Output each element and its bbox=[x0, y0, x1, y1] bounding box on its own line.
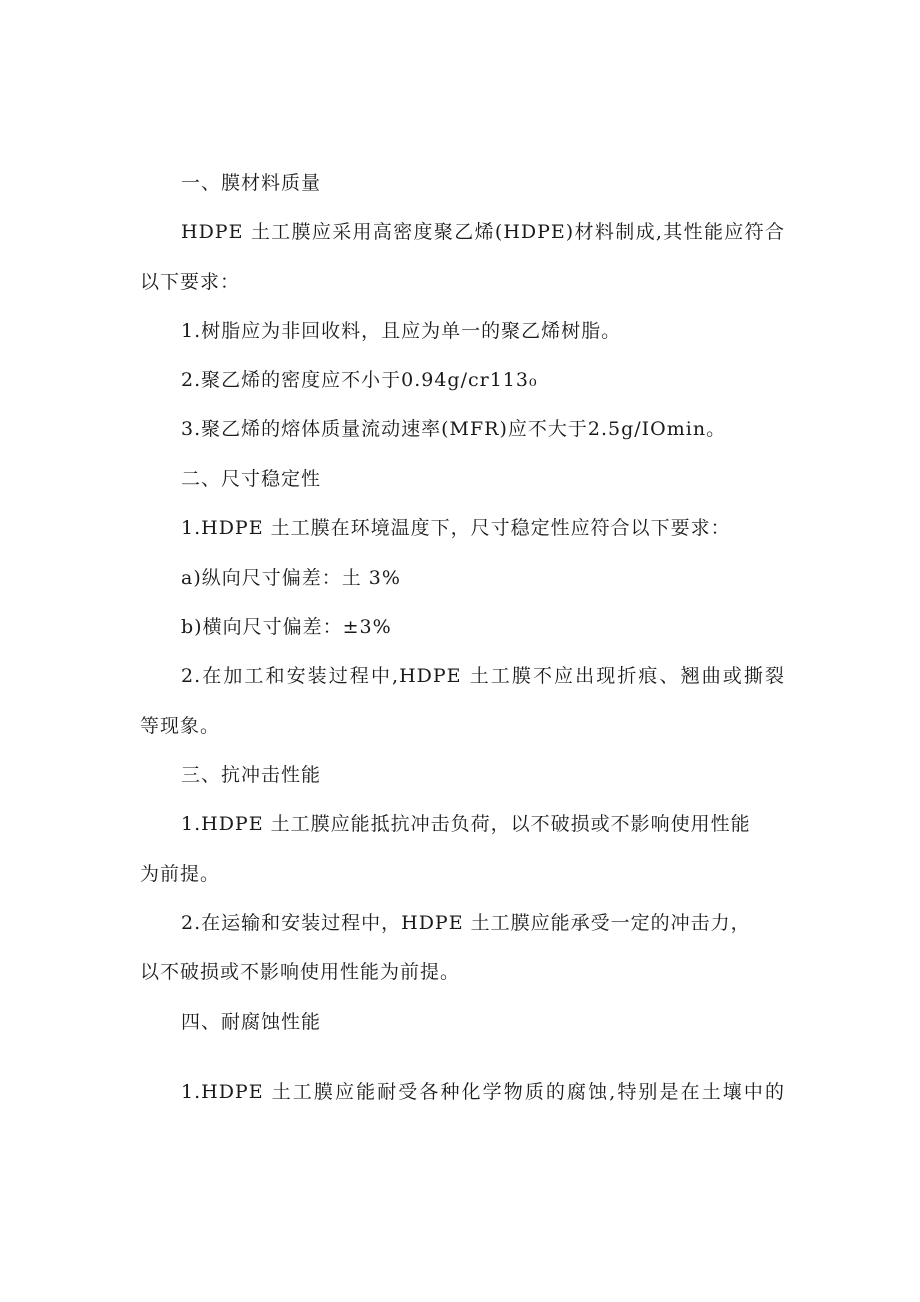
paragraph-line: 以不破损或不影响使用性能为前提。 bbox=[140, 961, 461, 983]
paragraph-line: 等现象。 bbox=[140, 715, 221, 737]
list-item: 1.HDPE 土工膜应能抵抗冲击负荷，以不破损或不影响使用性能 bbox=[181, 813, 751, 835]
section-heading-1: 一、膜材料质量 bbox=[181, 172, 322, 194]
list-item: 1.树脂应为非回收料，且应为单一的聚乙烯树脂。 bbox=[181, 320, 622, 342]
paragraph-line: 以下要求： bbox=[140, 271, 241, 293]
paragraph-line: HDPE 土工膜应采用高密度聚乙烯(HDPE)材料制成,其性能应符合 bbox=[181, 221, 785, 243]
paragraph-line: 为前提。 bbox=[140, 863, 221, 885]
list-item: 2.聚乙烯的密度应不小于0.94g/cr113₀ bbox=[181, 369, 538, 391]
list-item: 3.聚乙烯的熔体质量流动速率(MFR)应不大于2.5g/IOmin。 bbox=[181, 418, 727, 440]
list-item: 1.HDPE 土工膜应能耐受各种化学物质的腐蚀,特别是在土壤中的 bbox=[181, 1081, 785, 1103]
list-item: 2.在加工和安装过程中,HDPE 土工膜不应出现折痕、翘曲或撕裂 bbox=[181, 665, 785, 687]
list-item: b)横向尺寸偏差：±3% bbox=[181, 616, 392, 638]
section-heading-3: 三、抗冲击性能 bbox=[181, 764, 322, 786]
section-heading-2: 二、尺寸稳定性 bbox=[181, 468, 322, 490]
section-heading-4: 四、耐腐蚀性能 bbox=[181, 1011, 322, 1033]
list-item: 1.HDPE 土工膜在环境温度下，尺寸稳定性应符合以下要求： bbox=[181, 517, 731, 539]
list-item: a)纵向尺寸偏差：土 3% bbox=[181, 567, 401, 589]
list-item: 2.在运输和安装过程中，HDPE 土工膜应能承受一定的冲击力， bbox=[181, 912, 751, 934]
